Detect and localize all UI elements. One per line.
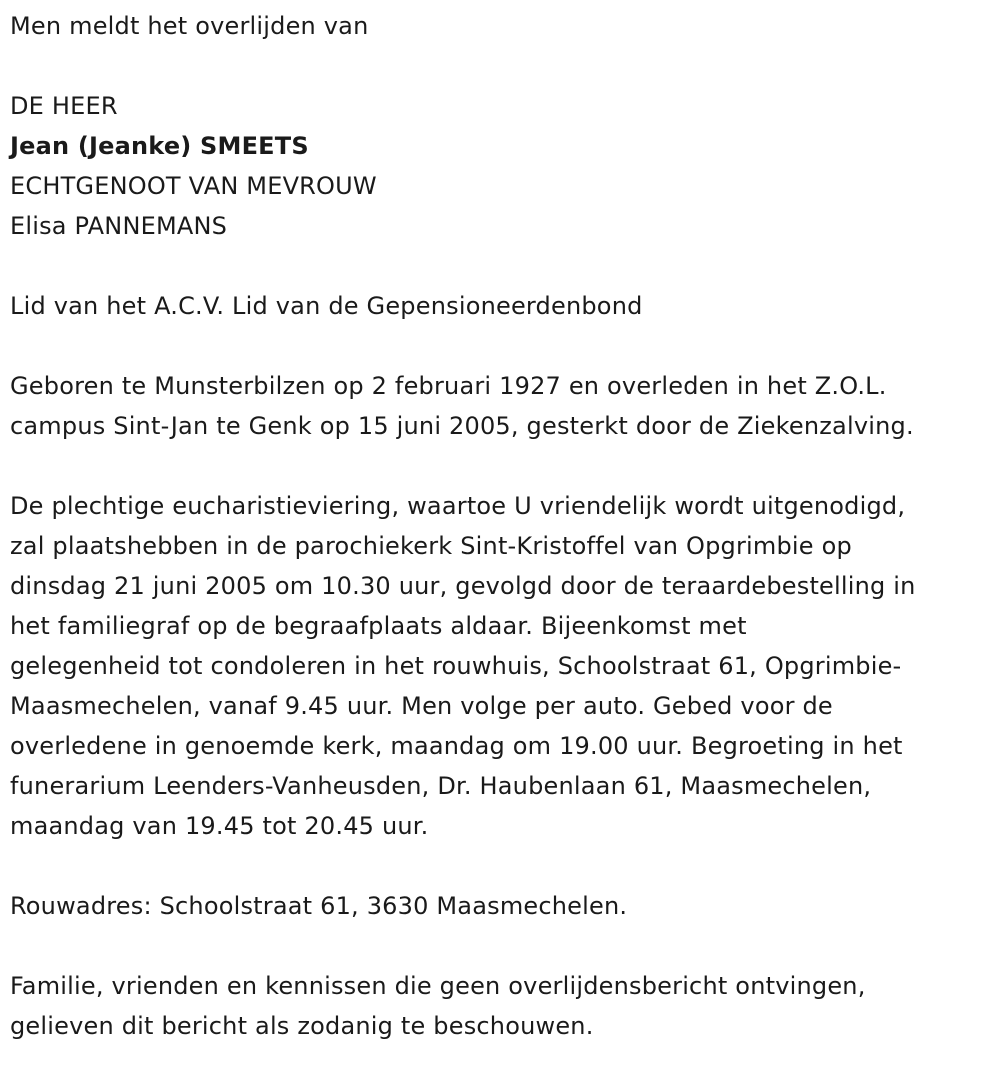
spacer bbox=[10, 46, 990, 86]
ceremony-line: zal plaatshebben in de parochiekerk Sint-Kristoffel van Opgrimbie op bbox=[10, 532, 852, 560]
intro-line: Men meldt het overlijden van bbox=[10, 12, 369, 40]
spacer bbox=[10, 246, 990, 286]
spouse-name: Elisa PANNEMANS bbox=[10, 212, 228, 240]
ceremony-line: maandag van 19.45 tot 20.45 uur. bbox=[10, 812, 429, 840]
ceremony-line: Maasmechelen, vanaf 9.45 uur. Men volge per auto. Gebed voor de bbox=[10, 692, 833, 720]
ceremony-line: funerarium Leenders-Vanheusden, Dr. Haubenlaan 61, Maasmechelen, bbox=[10, 772, 872, 800]
spacer bbox=[10, 326, 990, 366]
death-notice bbox=[10, 0, 990, 1046]
spacer bbox=[10, 926, 990, 966]
memberships: Lid van het A.C.V. Lid van de Gepensioneerdenbond bbox=[10, 292, 643, 320]
closing-line: Familie, vrienden en kennissen die geen overlijdensbericht ontvingen, bbox=[10, 972, 866, 1000]
spacer bbox=[10, 846, 990, 886]
deceased-name: Jean (Jeanke) SMEETS bbox=[10, 132, 309, 160]
birth-death-line: Geboren te Munsterbilzen op 2 februari 1927 en overleden in het Z.O.L. bbox=[10, 372, 887, 400]
ceremony-line: het familiegraf op de begraafplaats aldaar. Bijeenkomst met bbox=[10, 612, 747, 640]
mourning-address: Rouwadres: Schoolstraat 61, 3630 Maasmechelen. bbox=[10, 892, 628, 920]
ceremony-line: dinsdag 21 juni 2005 om 10.30 uur, gevolgd door de teraardebestelling in bbox=[10, 572, 916, 600]
ceremony-line: De plechtige eucharistieviering, waartoe U vriendelijk wordt uitgenodigd, bbox=[10, 492, 906, 520]
title-prefix: DE HEER bbox=[10, 92, 118, 120]
spouse-label: ECHTGENOOT VAN MEVROUW bbox=[10, 172, 377, 200]
ceremony-line: overledene in genoemde kerk, maandag om 19.00 uur. Begroeting in het bbox=[10, 732, 903, 760]
ceremony-line: gelegenheid tot condoleren in het rouwhuis, Schoolstraat 61, Opgrimbie- bbox=[10, 652, 902, 680]
closing-line: gelieven dit bericht als zodanig te beschouwen. bbox=[10, 1012, 594, 1040]
spacer bbox=[10, 446, 990, 486]
birth-death-line: campus Sint-Jan te Genk op 15 juni 2005, gesterkt door de Ziekenzalving. bbox=[10, 412, 914, 440]
